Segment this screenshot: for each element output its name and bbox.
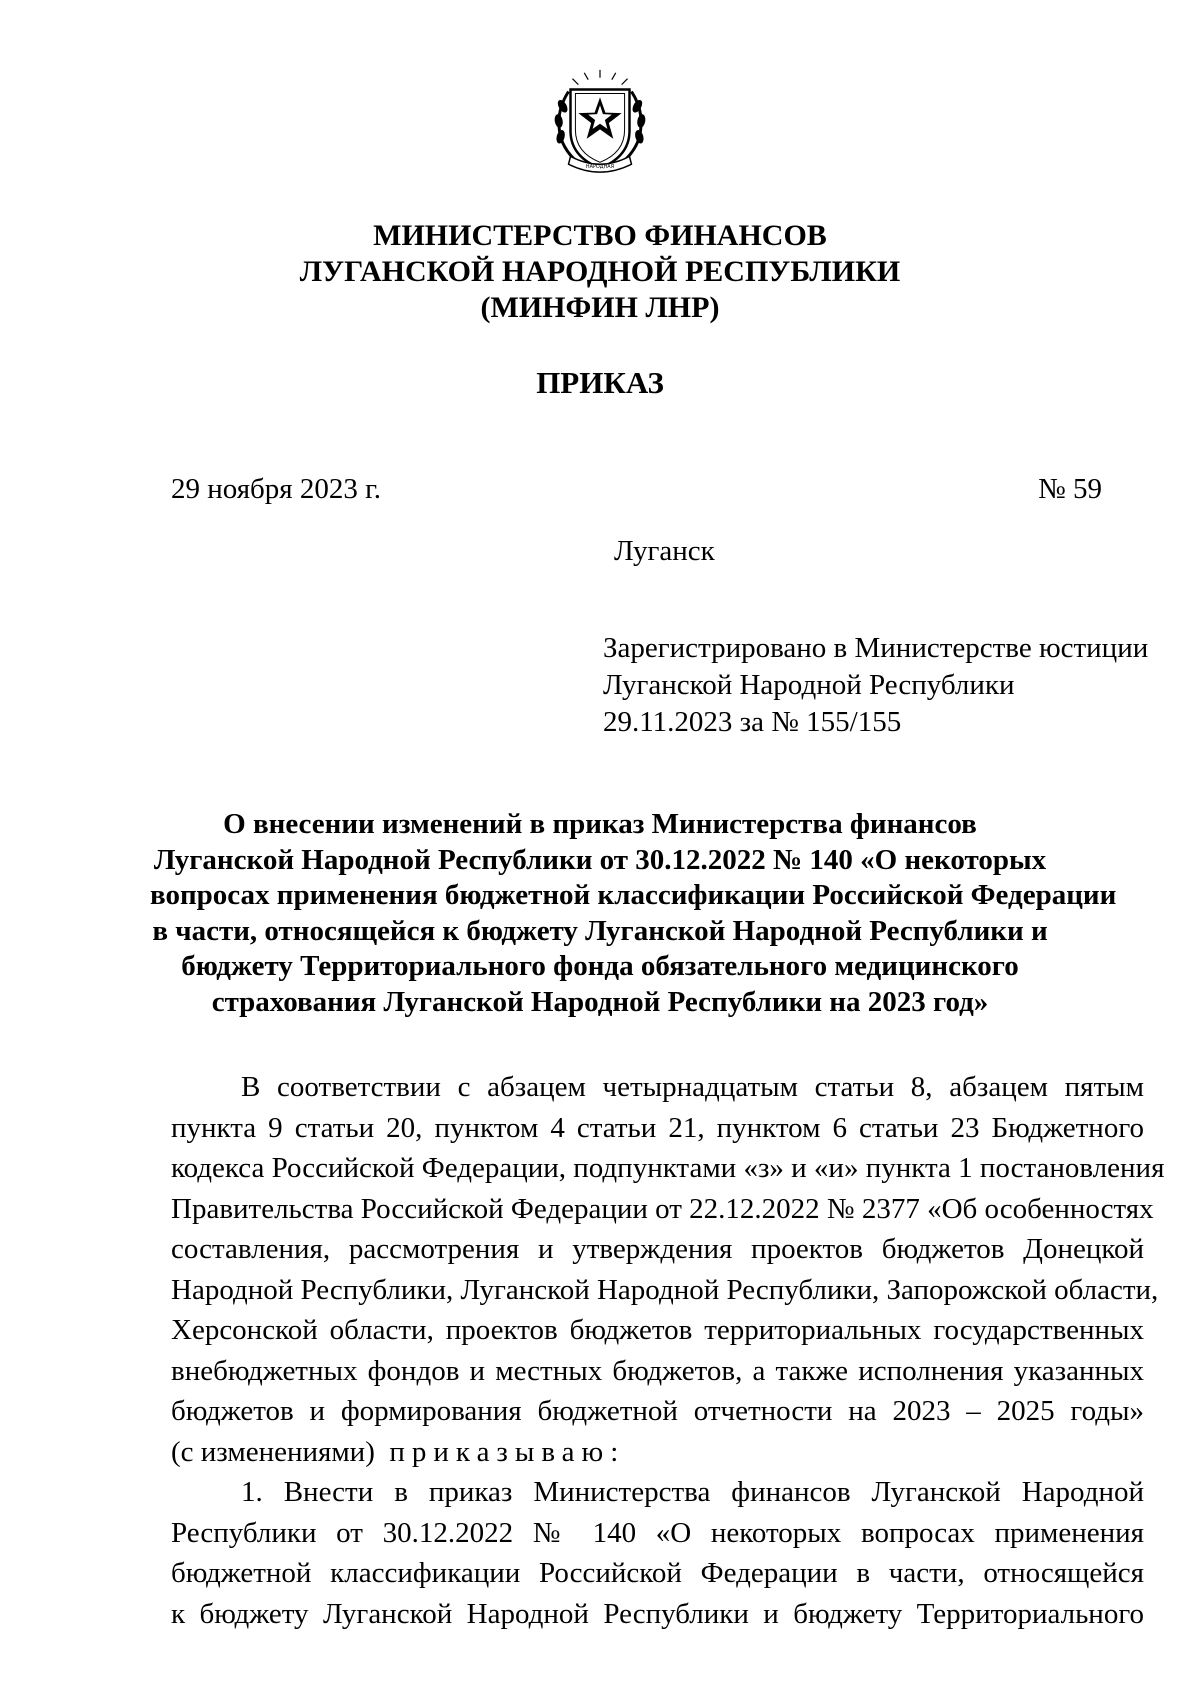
title-line: Луганской Народной Республики от 30.12.2022 № 140 «О некоторых [153, 843, 1047, 876]
ministry-line: (МИНФИН ЛНР) [480, 291, 720, 324]
coat-of-arms-emblem [541, 62, 659, 180]
body-line: кодекса Российской Федерации, подпунктами «з» и «и» пункта 1 постановления [171, 1152, 1165, 1184]
title-line: страхования Луганской Народной Республики на 2023 год» [211, 985, 989, 1018]
registration-line: Луганской Народной Республики [603, 669, 1015, 701]
title-line: О внесении изменений в приказ Министерства финансов [223, 808, 977, 840]
body-line: В соответствии с абзацем четырнадцатым статьи 8, абзацем пятым [241, 1071, 1144, 1103]
body-line: Народной Республики, Луганской Народной Республики, Запорожской области, [171, 1273, 1159, 1306]
body-line: внебюджетных фондов и местных бюджетов, а также исполнения указанных [171, 1354, 1144, 1387]
amendments-note: (с изменениями) [171, 1435, 375, 1468]
ministry-header [0, 218, 1200, 326]
order-city: Луганск [614, 535, 715, 567]
body-line: Правительства Российской Федерации от 22.12.2022 № 2377 «Об особенностях [171, 1192, 1154, 1225]
title-line: вопросах применения бюджетной классификации Российской Федерации [150, 879, 1117, 911]
svg-text:НАРОДНАЯ: НАРОДНАЯ [585, 164, 615, 171]
order-date: 29 ноября 2023 г. [171, 473, 382, 505]
ministry-line: МИНИСТЕРСТВО ФИНАНСОВ [373, 219, 827, 252]
body-line: 1. Внести в приказ Министерства финансов Луганской Народной [241, 1476, 1144, 1508]
body-line: Республики от 30.12.2022 № 140 «О некоторых вопросах применения [171, 1516, 1144, 1549]
decree-word: приказываю: [389, 1435, 626, 1468]
order-body [171, 1067, 1165, 1634]
registration-line: Зарегистрировано в Министерстве юстиции [603, 632, 1149, 664]
body-line: к бюджету Луганской Народной Республики и бюджету Территориального [171, 1597, 1144, 1630]
order-number: № 59 [1038, 473, 1102, 505]
registration-line: 29.11.2023 за № 155/155 [603, 706, 902, 738]
title-line: бюджету Территориального фонда обязательного медицинского [181, 950, 1019, 982]
body-line: составления, рассмотрения и утверждения проектов бюджетов Донецкой [171, 1233, 1144, 1265]
body-line-last [171, 1432, 1144, 1473]
body-line: Херсонской области, проектов бюджетов территориальных государственных [171, 1314, 1144, 1346]
order-title [150, 807, 1117, 1020]
document-type: ПРИКАЗ [536, 365, 664, 400]
body-line: бюджетов и формирования бюджетной отчетности на 2023 – 2025 годы» [171, 1395, 1144, 1427]
ministry-line: ЛУГАНСКОЙ НАРОДНОЙ РЕСПУБЛИКИ [299, 255, 901, 288]
registration-note [603, 630, 1148, 741]
body-line: пункта 9 статьи 20, пунктом 4 статьи 21, пунктом 6 статьи 23 Бюджетного [171, 1111, 1144, 1144]
title-line: в части, относящейся к бюджету Луганской Народной Республики и [152, 914, 1048, 947]
body-line: бюджетной классификации Российской Федерации в части, относящейся [171, 1557, 1144, 1589]
